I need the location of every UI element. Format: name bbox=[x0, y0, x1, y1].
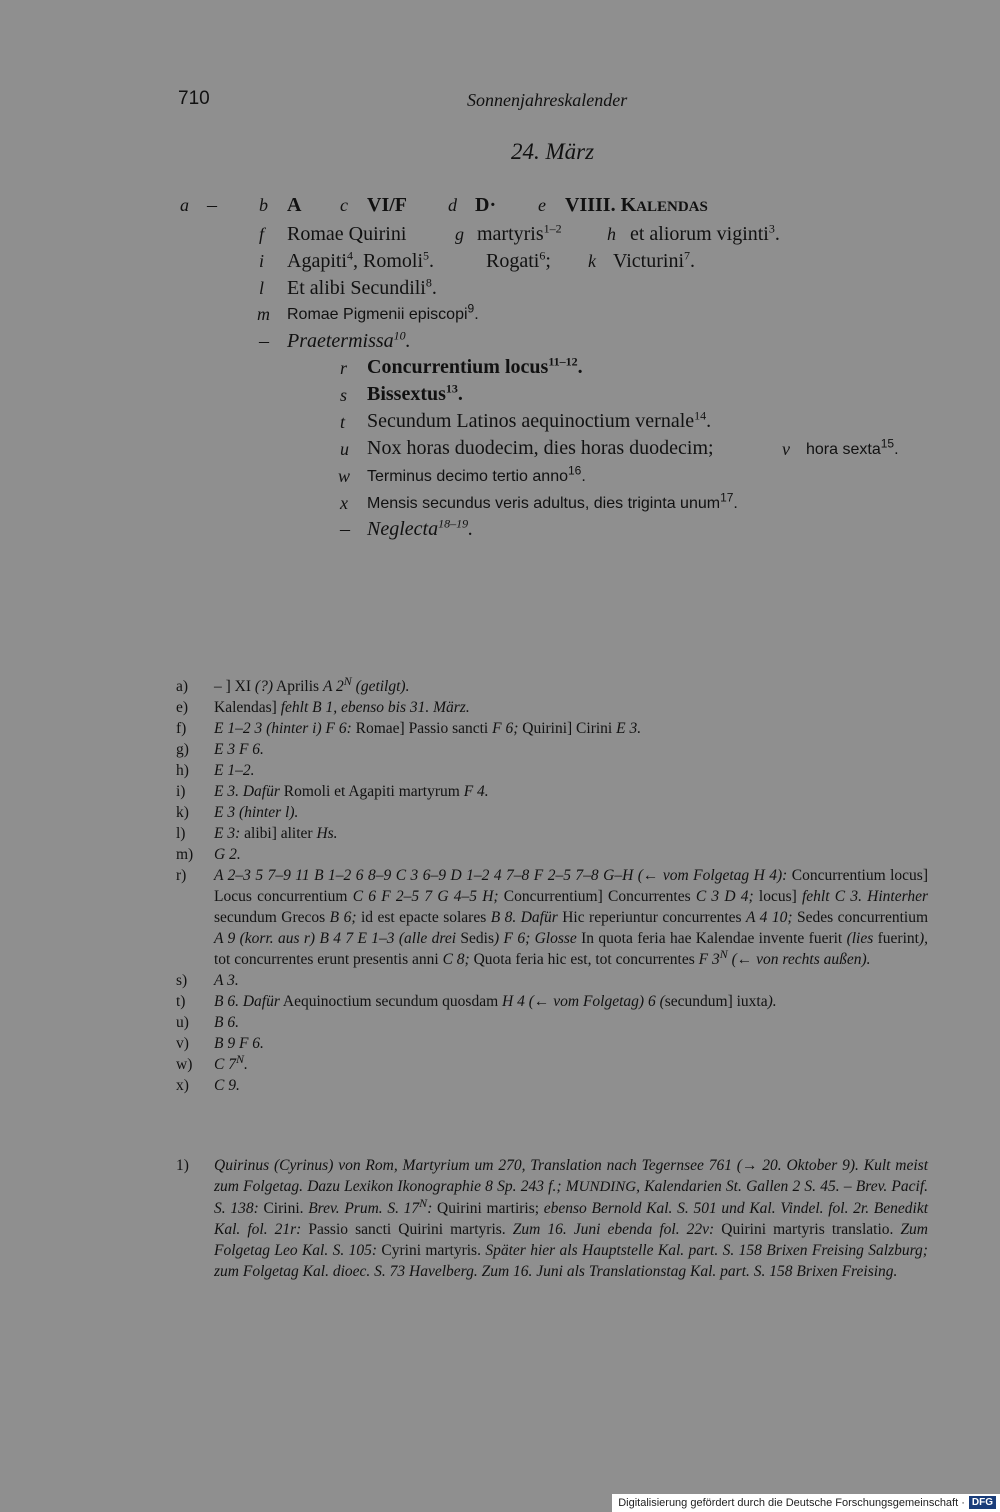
entry-g bbox=[477, 223, 562, 246]
neglecta-end: . bbox=[468, 518, 474, 540]
label-d: d bbox=[448, 195, 457, 215]
entry-x-text: Mensis secundus veris adultus, dies triginta unum bbox=[367, 495, 721, 512]
apparatus-note-text: A 3. bbox=[214, 972, 239, 989]
apparatus-note-text: B 6. Dafür Aequinoctium secundum quosdam H 4 (← vom Folgetag) 6 (secundum] iuxta). bbox=[214, 993, 777, 1010]
apparatus-note-key: k) bbox=[176, 804, 189, 821]
entry-u: Nox horas duodecim, dies horas duodecim; bbox=[367, 437, 714, 459]
entry-w bbox=[367, 463, 586, 486]
apparatus-note-key: h) bbox=[176, 762, 189, 779]
entry-praetermissa bbox=[287, 330, 411, 353]
entry-h-sup: 3 bbox=[768, 221, 775, 236]
entry-i bbox=[287, 250, 434, 273]
neglecta-sup: 18–19 bbox=[438, 516, 469, 531]
label-m: m bbox=[257, 304, 270, 324]
entry-t-sup: 14 bbox=[694, 408, 707, 423]
neglecta-text: Neglecta bbox=[367, 518, 439, 540]
apparatus-note bbox=[176, 781, 928, 802]
page-number: 710 bbox=[178, 88, 210, 109]
entry-r bbox=[367, 356, 583, 379]
dash-praetermissa: – bbox=[259, 330, 269, 352]
apparatus-note-text: A 2–3 5 7–9 11 B 1–2 6 8–9 C 3 6–9 D 1–2 4 7–8 F 2–5 7–8 G–H (← vom Folgetag H 4): Concurrentium locus] Locus concurrentium C 6 F 2–5 7 G 4–5 H; Concurrentium] Concurrentes C 3 D 4; locus] fehlt C 3. Hinterher secundum Grecos B 6; id est epacte solares B 8. Dafür Hic reperiuntur concurrentes A 4 10; Sedes concurrentium A 9 (korr. aus r) B 4 7 E 1–3 (alle drei Sedis) F 6; Glosse In quota feria hae Kalendae invente fuerit (lies fuerint), tot concurrentes erunt presentis anni C 8; Quota feria hic est, tot concurrentes F $3^N$ (← von rechts außen). bbox=[214, 867, 929, 968]
entry-i-sup2: 5 bbox=[423, 248, 430, 263]
entry-w-text: Terminus decimo tertio anno bbox=[367, 468, 568, 485]
apparatus-note bbox=[176, 844, 928, 865]
apparatus-note-key: s) bbox=[176, 972, 188, 989]
reference-note-text: Quirinus (Cyrinus) von Rom, Martyrium um 270, Translation nach Tegernsee 761 (→ 20. Oktober 9). Kult meist zum Folgetag. Dazu Lexikon Ikonographie 8 Sp. 243 f.; MUNDING, Kalendarien St. Gallen 2 S. 45. – Brev. Pacif. S. 138: Cirini. Brev. Prum. S. $17^N$: Quirini martiris; ebenso Bernold Kal. S. 501 und Kal. Vindel. fol. 2r. Benedikt Kal. fol. 21r: Passio sancti Quirini martyris. Zum 16. Juni ebenda fol. 22v: Quirini martyris translatio. Zum Folgetag Leo Kal. S. 105: Cyrini martyris. Später hier als Hauptstelle Kal. part. S. 158 Brixen Freising Salzburg; zum Folgetag Kal. dioec. S. 73 Havelberg. Zum 16. Juni als Translationstag Kal. part. S. 158 Brixen Freising. bbox=[214, 1157, 929, 1280]
entry-k-text: Victurini bbox=[613, 250, 685, 272]
dfg-logo: DFG bbox=[969, 1496, 996, 1509]
label-h: h bbox=[607, 224, 616, 244]
label-u: u bbox=[340, 439, 349, 459]
apparatus-note bbox=[176, 718, 928, 739]
entry-i-text4: Rogati bbox=[486, 250, 540, 272]
apparatus-note-text: B 9 F 6. bbox=[214, 1035, 264, 1052]
entry-i-sup4: 6 bbox=[539, 248, 546, 263]
apparatus-note bbox=[176, 802, 928, 823]
entry-k bbox=[613, 250, 695, 273]
entry-v bbox=[806, 436, 899, 459]
entry-i-sup1: 4 bbox=[347, 248, 353, 263]
entry-s-sup: 13 bbox=[445, 381, 458, 396]
label-c: c bbox=[340, 195, 348, 215]
date-title: 24. März bbox=[511, 139, 595, 164]
apparatus-note bbox=[176, 1012, 928, 1033]
entry-l-text: Et alibi Secundili bbox=[287, 277, 426, 299]
apparatus-note-text: Kalendas] fehlt B 1, ebenso bis 31. März. bbox=[214, 699, 470, 716]
digitization-footer bbox=[612, 1494, 1000, 1512]
label-x: x bbox=[340, 493, 348, 513]
entry-w-end: . bbox=[581, 468, 586, 485]
entry-g-text: martyris bbox=[477, 223, 544, 245]
apparatus-note bbox=[176, 865, 928, 970]
entry-i-rogati bbox=[486, 250, 551, 273]
label-a: a bbox=[180, 195, 189, 215]
entry-i-text2: , Romoli bbox=[353, 250, 424, 272]
label-f: f bbox=[259, 224, 265, 244]
apparatus-note-text: B 6. bbox=[214, 1014, 239, 1031]
entry-v-end: . bbox=[894, 441, 899, 458]
entry-s-end: . bbox=[457, 383, 463, 405]
label-v: v bbox=[782, 439, 790, 459]
entry-r-sup: 11–12 bbox=[548, 354, 578, 369]
label-i: i bbox=[259, 251, 265, 271]
apparatus-note-key: v) bbox=[176, 1035, 189, 1052]
apparatus-note-text: E 3 F 6. bbox=[214, 741, 264, 758]
entry-s-text: Bissextus bbox=[367, 383, 446, 405]
entry-i-text3: . bbox=[429, 250, 435, 272]
apparatus-note bbox=[176, 697, 928, 718]
entry-t-end: . bbox=[706, 410, 712, 432]
label-t: t bbox=[340, 412, 346, 432]
entry-x-sup: 17 bbox=[720, 490, 734, 505]
entry-v-sup: 15 bbox=[880, 436, 895, 451]
reference-note-key: 1) bbox=[176, 1157, 189, 1174]
entry-i-text1: Agapiti bbox=[287, 250, 347, 272]
apparatus-note-key: e) bbox=[176, 699, 189, 716]
apparatus-note-key: g) bbox=[176, 741, 189, 758]
apparatus-note-text: E 3. Dafür Romoli et Agapiti martyrum F 4. bbox=[214, 783, 489, 800]
apparatus-note-key: u) bbox=[176, 1014, 189, 1031]
apparatus-note bbox=[176, 673, 928, 697]
entry-g-sup: 1–2 bbox=[543, 221, 562, 236]
label-s: s bbox=[340, 385, 348, 405]
entry-h-text: et aliorum viginti bbox=[630, 223, 769, 245]
entry-m-sup: 9 bbox=[467, 301, 475, 316]
entry-k-end: . bbox=[690, 250, 696, 272]
dash-neglecta: – bbox=[340, 518, 350, 540]
apparatus-note-text: G 2. bbox=[214, 846, 241, 863]
entry-s bbox=[367, 383, 463, 406]
label-k: k bbox=[588, 251, 596, 271]
critical-apparatus bbox=[176, 673, 929, 1096]
entry-t bbox=[367, 410, 711, 433]
entry-r-end: . bbox=[577, 356, 583, 378]
entry-b: A bbox=[287, 194, 302, 216]
entry-h: et aliorum viginti$^3$. bbox=[630, 221, 780, 245]
footer-text: Digitalisierung gefördert durch die Deutsche Forschungsgemeinschaft · bbox=[618, 1496, 965, 1509]
apparatus-note-key: i) bbox=[176, 783, 186, 800]
entry-t-text: Secundum Latinos aequinoctium vernale bbox=[367, 410, 695, 432]
running-head: Sonnenjahreskalender bbox=[467, 90, 628, 110]
apparatus-note-key: r) bbox=[176, 867, 187, 884]
apparatus-note bbox=[176, 1075, 928, 1096]
apparatus-note bbox=[176, 739, 928, 760]
entry-m-end: . bbox=[474, 306, 479, 323]
apparatus-note bbox=[176, 823, 928, 844]
entry-neglecta bbox=[367, 518, 473, 541]
apparatus-note-key: l) bbox=[176, 825, 186, 842]
label-r: r bbox=[340, 358, 348, 378]
praetermissa-sup: 10 bbox=[393, 328, 406, 343]
entry-l bbox=[287, 277, 437, 300]
entry-e-part1: VIIII. K bbox=[565, 194, 637, 216]
apparatus-note bbox=[176, 1051, 928, 1075]
entry-m-text: Romae Pigmenii episcopi bbox=[287, 306, 468, 323]
apparatus-note bbox=[176, 760, 928, 781]
entry-f: Romae Quirini bbox=[287, 223, 407, 245]
entry-l-sup: 8 bbox=[425, 275, 432, 290]
praetermissa-end: . bbox=[405, 330, 411, 352]
entry-c: VI/F bbox=[367, 194, 407, 216]
entry-r-text: Concurrentium locus bbox=[367, 356, 549, 378]
label-w: w bbox=[338, 466, 351, 486]
apparatus-note-text: C 9. bbox=[214, 1077, 240, 1094]
entry-x bbox=[367, 490, 738, 513]
apparatus-note-key: m) bbox=[176, 846, 194, 863]
apparatus-note-key: f) bbox=[176, 720, 187, 737]
apparatus-note bbox=[176, 991, 928, 1012]
apparatus-note bbox=[176, 970, 928, 991]
entry-l-end: . bbox=[431, 277, 437, 299]
entry-i-text5: ; bbox=[545, 250, 551, 272]
apparatus-note-key: w) bbox=[176, 1056, 193, 1073]
entry-w-sup: 16 bbox=[567, 463, 582, 478]
apparatus-note-text: E 3 (hinter l). bbox=[214, 804, 299, 821]
praetermissa-text: Praetermissa bbox=[287, 330, 394, 352]
apparatus-note-text: – ] XI (?) Aprilis A $2^N$ (getilgt). bbox=[214, 673, 410, 695]
apparatus-note-key: x) bbox=[176, 1077, 189, 1094]
label-g: g bbox=[455, 224, 464, 244]
reference-notes bbox=[176, 1155, 928, 1282]
entry-e-part2: ALENDAS bbox=[636, 199, 708, 215]
label-e: e bbox=[538, 195, 546, 215]
entry-v-text: hora sexta bbox=[806, 441, 881, 458]
dash: – bbox=[207, 194, 217, 216]
apparatus-note-text: E 1–2. bbox=[214, 762, 255, 779]
apparatus-note-text: C $7^N$. bbox=[214, 1051, 248, 1073]
entry-d: D· bbox=[475, 194, 497, 216]
reference-note bbox=[176, 1155, 928, 1282]
entry-m bbox=[287, 301, 479, 324]
apparatus-note bbox=[176, 1033, 928, 1054]
apparatus-note-text: E 3: alibi] aliter Hs. bbox=[214, 825, 338, 842]
entry-k-sup: 7 bbox=[684, 248, 691, 263]
entry-e bbox=[565, 194, 708, 217]
label-b: b bbox=[259, 195, 268, 215]
apparatus-note-text: E 1–2 3 (hinter i) F 6: Romae] Passio sancti F 6; Quirini] Cirini E 3. bbox=[214, 720, 642, 737]
entry-x-end: . bbox=[733, 495, 738, 512]
apparatus-note-key: t) bbox=[176, 993, 186, 1010]
label-l: l bbox=[259, 278, 265, 298]
apparatus-note-key: a) bbox=[176, 678, 189, 695]
